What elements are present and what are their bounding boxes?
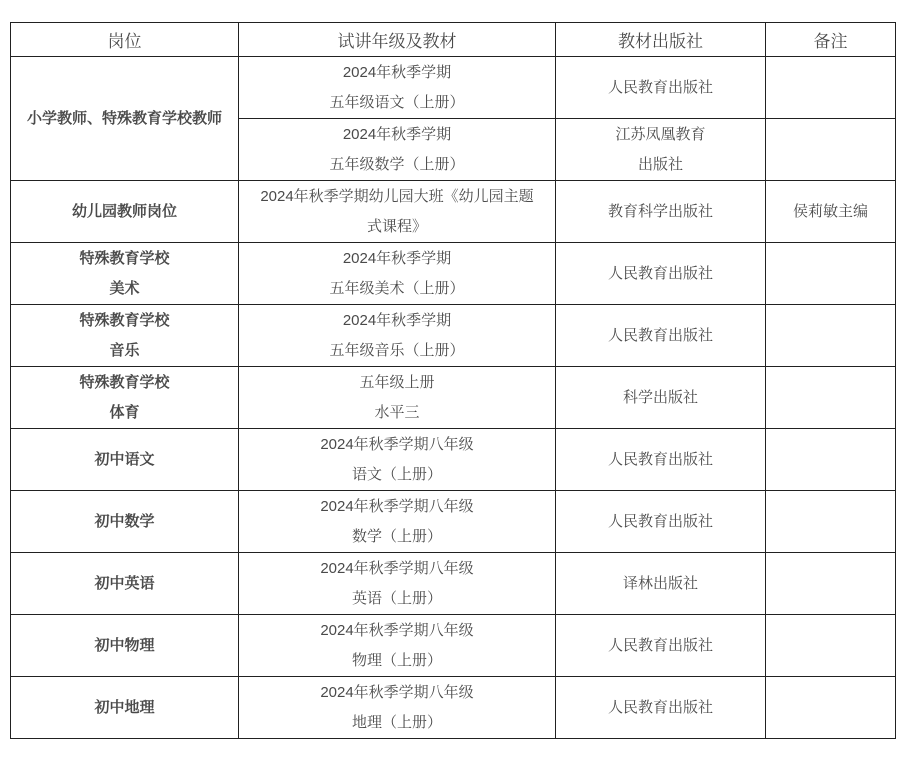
table-row <box>11 305 896 367</box>
material-text: 五年级音乐（上册） <box>329 341 465 359</box>
material-text: 五年级数学（上册） <box>329 155 465 173</box>
material-text: 水平三 <box>374 403 420 421</box>
material-text: 数学（上册） <box>351 527 442 545</box>
publisher-cell <box>556 367 766 429</box>
textbook-assignment-table <box>10 22 896 739</box>
publisher-cell <box>556 119 766 181</box>
position-cell <box>11 305 239 367</box>
material-text: 五年级美术（上册） <box>329 279 465 297</box>
publisher-text: 教育科学出版社 <box>607 202 713 220</box>
material-text: 五年级上册 <box>359 373 435 391</box>
publisher-text: 科学出版社 <box>622 388 698 406</box>
position-text: 初中英语 <box>94 574 155 592</box>
material-cell <box>239 243 556 305</box>
position-text: 美术 <box>109 279 140 297</box>
position-cell <box>11 243 239 305</box>
material-text: 2024年秋季学期八年级 <box>320 497 474 515</box>
position-text: 体育 <box>109 403 140 421</box>
publisher-cell <box>556 305 766 367</box>
material-cell <box>239 677 556 739</box>
publisher-text: 译林出版社 <box>622 574 698 592</box>
header-note: 备注 <box>766 23 896 57</box>
publisher-cell <box>556 553 766 615</box>
position-cell <box>11 553 239 615</box>
publisher-cell <box>556 429 766 491</box>
position-cell <box>11 615 239 677</box>
publisher-cell <box>556 181 766 243</box>
position-cell <box>11 367 239 429</box>
position-text: 音乐 <box>109 341 140 359</box>
position-text: 初中地理 <box>94 698 155 716</box>
material-cell <box>239 305 556 367</box>
publisher-text: 人民教育出版社 <box>607 78 713 96</box>
table-row <box>11 367 896 429</box>
publisher-text: 人民教育出版社 <box>607 512 713 530</box>
material-cell <box>239 367 556 429</box>
header-publisher: 教材出版社 <box>556 23 766 57</box>
material-text: 2024年秋季学期 <box>342 63 452 81</box>
material-text: 式课程》 <box>366 217 427 235</box>
material-text: 2024年秋季学期幼儿园大班《幼儿园主题 <box>260 187 534 205</box>
table-row <box>11 181 896 243</box>
publisher-cell <box>556 491 766 553</box>
note-cell <box>766 429 896 491</box>
note-text: 侯莉敏主编 <box>792 202 868 220</box>
material-text: 英语（上册） <box>351 589 442 607</box>
position-cell <box>11 677 239 739</box>
material-text: 2024年秋季学期 <box>342 311 452 329</box>
position-text: 初中物理 <box>94 636 155 654</box>
material-cell <box>239 615 556 677</box>
material-text: 2024年秋季学期八年级 <box>320 621 474 639</box>
material-text: 2024年秋季学期八年级 <box>320 559 474 577</box>
position-text: 特殊教育学校 <box>79 373 170 391</box>
note-cell <box>766 57 896 119</box>
note-cell <box>766 181 896 243</box>
position-cell <box>11 491 239 553</box>
publisher-text: 人民教育出版社 <box>607 698 713 716</box>
publisher-text: 人民教育出版社 <box>607 636 713 654</box>
note-cell <box>766 553 896 615</box>
note-cell <box>766 677 896 739</box>
header-row <box>11 23 896 57</box>
note-cell <box>766 367 896 429</box>
position-cell <box>11 181 239 243</box>
publisher-text: 人民教育出版社 <box>607 326 713 344</box>
note-cell <box>766 615 896 677</box>
material-cell <box>239 57 556 119</box>
position-text: 小学教师、特殊教育学校教师 <box>26 109 222 127</box>
position-text: 幼儿园教师岗位 <box>71 202 177 220</box>
material-text: 五年级语文（上册） <box>329 93 465 111</box>
table-row <box>11 243 896 305</box>
material-cell <box>239 181 556 243</box>
publisher-cell <box>556 243 766 305</box>
publisher-text: 江苏凤凰教育 <box>615 125 706 143</box>
header-position: 岗位 <box>11 23 239 57</box>
material-text: 2024年秋季学期八年级 <box>320 435 474 453</box>
material-text: 2024年秋季学期 <box>342 125 452 143</box>
position-text: 特殊教育学校 <box>79 311 170 329</box>
material-text: 物理（上册） <box>351 651 442 669</box>
material-cell <box>239 429 556 491</box>
table-row <box>11 615 896 677</box>
position-text: 初中数学 <box>94 512 155 530</box>
publisher-text: 出版社 <box>637 155 683 173</box>
material-text: 2024年秋季学期八年级 <box>320 683 474 701</box>
table-row <box>11 491 896 553</box>
header-material: 试讲年级及教材 <box>239 23 556 57</box>
note-cell <box>766 491 896 553</box>
table-row <box>11 553 896 615</box>
material-text: 语文（上册） <box>351 465 442 483</box>
position-text: 初中语文 <box>94 450 155 468</box>
note-cell <box>766 119 896 181</box>
material-cell <box>239 491 556 553</box>
position-text: 特殊教育学校 <box>79 249 170 267</box>
publisher-text: 人民教育出版社 <box>607 450 713 468</box>
table-row <box>11 57 896 119</box>
material-cell <box>239 553 556 615</box>
table-row <box>11 677 896 739</box>
publisher-cell <box>556 57 766 119</box>
publisher-text: 人民教育出版社 <box>607 264 713 282</box>
position-cell <box>11 57 239 181</box>
publisher-cell <box>556 615 766 677</box>
material-text: 地理（上册） <box>351 713 442 731</box>
material-text: 2024年秋季学期 <box>342 249 452 267</box>
note-cell <box>766 305 896 367</box>
position-cell <box>11 429 239 491</box>
publisher-cell <box>556 677 766 739</box>
note-cell <box>766 243 896 305</box>
material-cell <box>239 119 556 181</box>
table-row <box>11 429 896 491</box>
